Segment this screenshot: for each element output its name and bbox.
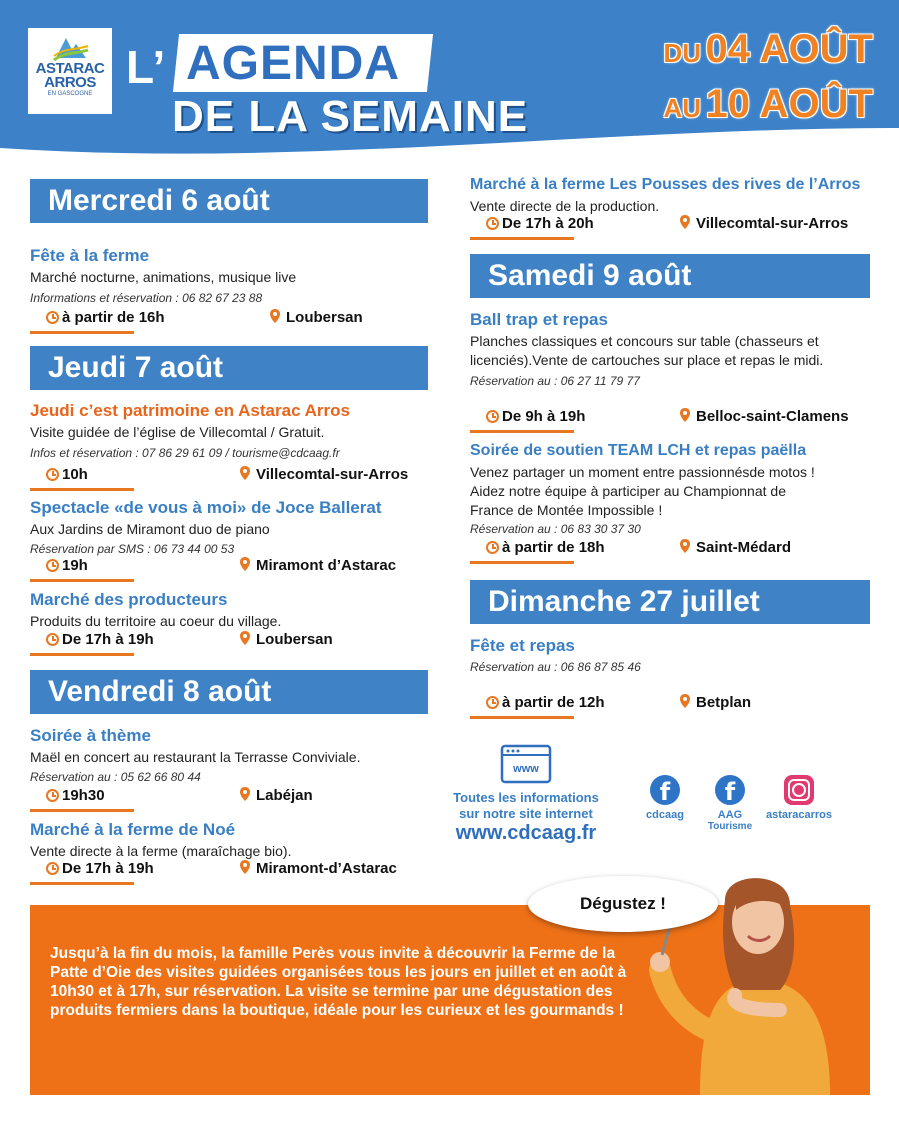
website-icon-label: www [513,763,539,775]
event-time-place [46,309,426,329]
event-time: à partir de 12h [502,694,605,711]
event-description: Marché nocturne, animations, musique live [30,269,297,285]
event-place: Loubersan [256,631,333,648]
day-header-thursday: Jeudi 7 août [30,346,428,390]
event-place: Villecomtal-sur-Arros [256,466,409,483]
event-reservation-info: Réservation au : 06 86 87 85 46 [470,660,641,674]
time-underline [30,882,134,885]
event-reservation-info: Réservation au : 06 27 11 79 77 [470,374,640,388]
location-pin-icon [680,694,690,708]
event-title: Marché des producteurs [30,590,228,609]
event-time: 19h30 [62,787,105,804]
event-time: à partir de 16h [62,309,165,326]
event-description: Vente directe de la production. [470,198,660,214]
event-description: Planches classiques et concours sur table (chasseurs et [470,333,819,349]
clock-icon [486,217,499,230]
event-reservation-info: Réservation au : 06 83 30 37 30 [470,522,641,536]
event-reservation-info: Réservation au : 05 62 66 80 44 [30,770,201,784]
date-from-prefix: DU [663,38,702,68]
clock-icon [46,789,59,802]
event-time: à partir de 18h [502,539,605,556]
logo [28,28,112,114]
event-title: Soirée de soutien TEAM LCH et repas paëlla [470,442,807,459]
clock-icon [46,559,59,572]
day-header-wednesday: Mercredi 6 août [30,179,428,223]
event-reservation-info: Réservation par SMS : 06 73 44 00 53 [30,542,235,556]
website-text-line1: Toutes les informations [453,790,599,805]
time-underline [30,653,134,656]
date-to-prefix: AU [663,93,702,123]
facebook-aag-tourisme[interactable] [702,775,758,832]
logo-text-astarac: ASTARAC [35,60,105,77]
event-title: Fête et repas [470,636,575,655]
event-time: De 17h à 19h [62,860,154,877]
clock-icon [486,410,499,423]
facebook-aag-label: AAG [717,809,743,821]
clock-icon [486,696,499,709]
facebook-tourisme-label: Tourisme [707,821,753,832]
event-place: Miramont d’Astarac [256,557,397,574]
title-semaine: DE LA SEMAINE [172,92,529,141]
location-pin-icon [240,787,250,801]
location-pin-icon [240,860,250,874]
event-place: Miramont-d’Astarac [256,860,397,877]
event-time-place [486,694,866,714]
event-time-place [46,466,426,486]
facebook-icon: f [715,775,745,805]
event-time: 10h [62,466,88,483]
title-agenda: AGENDA [186,37,401,90]
location-pin-icon [680,408,690,422]
clock-icon [486,541,499,554]
event-place: Betplan [696,694,752,711]
event-place: Villecomtal-sur-Arros [696,215,849,232]
event-title: Ball trap et repas [470,310,608,329]
facebook-cdcaag-label: cdcaag [646,809,684,821]
event-time: De 17h à 20h [502,215,594,232]
logo-mountain-icon [50,32,90,62]
event-description: Aux Jardins de Miramont duo de piano [30,521,270,537]
day-header-saturday: Samedi 9 août [470,254,870,298]
event-place: Belloc-saint-Clamens [696,408,849,425]
event-description: France de Montée Impossible ! [470,502,663,518]
event-description: Visite guidée de l’église de Villecomtal / Gratuit. [30,424,325,440]
time-underline [30,579,134,582]
clock-icon [46,862,59,875]
event-description: Aidez notre équipe à participer au Championnat de [470,483,786,499]
date-range [664,26,873,136]
event-time-place [46,631,426,651]
event-place: Saint-Médard [696,539,792,556]
event-title: Jeudi c’est patrimoine en Astarac Arros [30,401,350,420]
instagram-label: astaracarros [765,809,833,821]
event-time-place [486,539,866,559]
event-time-place [46,860,426,880]
event-time: De 9h à 19h [502,408,586,425]
event-description: Venez partager un moment entre passionnésde motos ! [470,464,815,480]
location-pin-icon [240,557,250,571]
website-text-line2: sur notre site internet [459,806,593,821]
facebook-cdcaag[interactable] [640,775,690,821]
location-pin-icon [680,539,690,553]
clock-icon [46,633,59,646]
event-time-place [46,557,426,577]
date-to: 10 AOÛT [705,82,873,126]
website-link[interactable]: www.cdcaag.fr [455,822,597,844]
event-place: Labéjan [256,787,313,804]
location-pin-icon [270,309,280,323]
event-reservation-info: Infos et réservation : 07 86 29 61 09 / tourisme@cdcaag.fr [30,446,340,460]
event-title: Spectacle «de vous à moi» de Joce Ballerat [30,498,382,517]
event-place: Loubersan [286,309,363,326]
time-underline [470,237,574,240]
event-time-place [46,787,426,807]
speech-bubble: Dégustez ! [528,876,718,932]
event-description: Vente directe à la ferme (maraîchage bio). [30,843,292,859]
event-time: 19h [62,557,88,574]
event-title: Marché à la ferme Les Pousses des rives de l’Arros [470,176,861,193]
event-description: Produits du territoire au coeur du village. [30,613,282,629]
location-pin-icon [240,466,250,480]
event-title: Marché à la ferme de Noé [30,820,236,839]
time-underline [30,809,134,812]
event-title: Soirée à thème [30,726,151,745]
logo-text-arros: ARROS [44,74,96,91]
event-description: licenciés).Vente de cartouches sur place et repas le midi. [470,352,824,368]
clock-icon [46,468,59,481]
facebook-icon: f [650,775,680,805]
website-icon[interactable] [500,744,552,786]
location-pin-icon [240,631,250,645]
time-underline [470,561,574,564]
time-underline [470,430,574,433]
event-title: Fête à la ferme [30,246,150,265]
clock-icon [46,311,59,324]
event-description: Maël en concert au restaurant la Terrasse Conviviale. [30,749,361,765]
day-header-sunday: Dimanche 27 juillet [470,580,870,624]
title-l: L’ [126,41,167,93]
logo-text-gascogne: EN GASCOGNE [47,91,93,97]
time-underline [30,488,134,491]
day-header-friday: Vendredi 8 août [30,670,428,714]
event-time-place [486,408,866,428]
instagram-icon [784,775,814,805]
date-from: 04 AOÛT [705,27,873,71]
event-reservation-info: Informations et réservation : 06 82 67 23 88 [30,291,263,305]
event-time-place [486,215,866,235]
website-block [440,790,612,845]
location-pin-icon [680,215,690,229]
time-underline [470,716,574,719]
instagram-astaracarros[interactable] [764,775,834,821]
time-underline [30,331,134,334]
event-time: De 17h à 19h [62,631,154,648]
footer-text: Jusqu’à la fin du mois, la famille Perès vous invite à découvrir la Ferme de la Patte d’Oie des visites guidées organisées tous les jours en juillet et en août à 10h30 et à 17h, sur réservation. La visite se termine par une dégustation des produits fermiers dans la boutique, idéale pour les curieux et les gourmands ! [50,945,627,1019]
